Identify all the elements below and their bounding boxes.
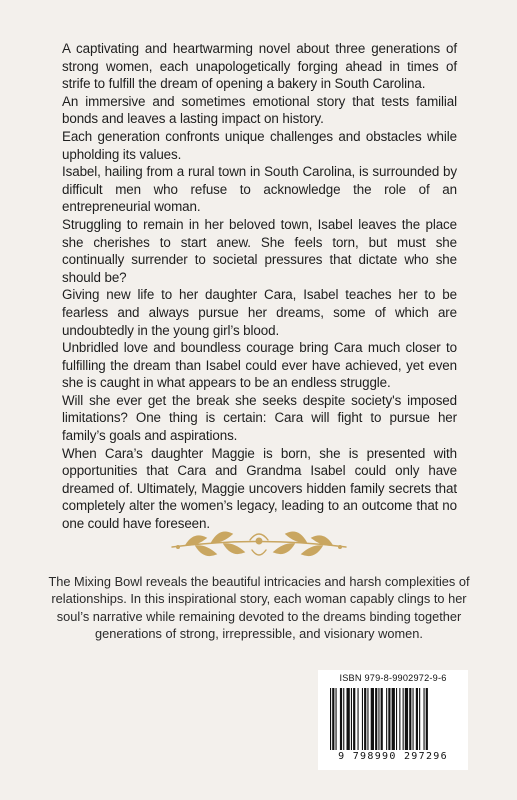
barcode-bar	[386, 688, 387, 750]
blurb-paragraph-3: Each generation confronts unique challenges and obstacles while upholding its values.	[62, 128, 457, 162]
laurel-branch-ornament-icon	[166, 526, 352, 568]
barcode-bar	[419, 688, 420, 750]
blurb-paragraph-1: A captivating and heartwarming novel about three generations of strong women, each unapologetically forging ahead in times of strife to fulfill the dream of opening a bakery in South Carolina.	[62, 41, 457, 92]
barcode-bar	[375, 688, 377, 750]
barcode-bar	[336, 688, 337, 750]
barcode-bar	[381, 688, 383, 750]
blurb-paragraph-4: Isabel, hailing from a rural town in South Carolina, is surrounded by difficult men who refuse to acknowledge the role of an entrepreneurial woman.	[62, 164, 457, 215]
barcode-bar	[426, 688, 428, 750]
barcode-bar	[362, 688, 363, 750]
barcode-bar	[399, 688, 400, 750]
isbn-label: ISBN 979-8-9902972-9-6	[339, 673, 447, 683]
blurb-paragraph-5: Struggling to remain in her beloved town, Isabel leaves the place she cherishes to start anew. She feels torn, but must she continually surrender to societal pressures that dictate who she should be?	[62, 216, 457, 285]
barcode-bar	[405, 688, 408, 750]
barcode-bar	[413, 688, 414, 750]
blurb-paragraph-7: Unbridled love and boundless courage bring Cara much closer to fulfilling the dream than Isabel could ever have achieved, yet even she is caught in what appears to be an endless struggle.	[62, 340, 457, 391]
barcode-digits: 9 798990 297296	[338, 751, 448, 762]
barcode-bar	[403, 688, 404, 750]
book-summary: The Mixing Bowl reveals the beautiful intricacies and harsh complexities of relationships. In this inspirational story, each woman capably clings to her soul’s narrative while remaining devoted to the dreams binding together generations of strong, irrepressible, and visionary women.	[48, 574, 470, 642]
blurb-paragraph-9: When Cara’s daughter Maggie is born, she is presented with opportunities that Cara and Grandma Isabel could only have dreamed of. Ultimately, Maggie uncovers hidden family secrets that completely alter the women’s legacy, leading to an outcome that no one could have foreseen.	[62, 445, 457, 532]
barcode-bar	[353, 688, 355, 750]
barcode-bar	[388, 688, 390, 750]
barcode-bar	[424, 688, 425, 750]
barcode-bar	[347, 688, 350, 750]
barcode-bar	[371, 688, 374, 750]
barcode-bar	[351, 688, 352, 750]
barcode-bar	[340, 688, 342, 750]
barcode-bar	[367, 688, 368, 750]
barcode-bar	[396, 688, 397, 750]
barcode-bar	[358, 688, 359, 750]
back-cover-blurb	[62, 40, 457, 533]
barcode-bar	[364, 688, 366, 750]
barcode-bar	[330, 688, 331, 750]
blurb-paragraph-2: An immersive and sometimes emotional story that tests familial bonds and leaves a lasting impact on history.	[62, 93, 457, 127]
barcode-bar	[416, 688, 418, 750]
blurb-paragraph-6: Giving new life to her daughter Cara, Isabel teaches her to be fearless and always pursue her dreams, some of which are undoubtedly in the young girl’s blood.	[62, 287, 457, 338]
barcode-bar	[332, 688, 334, 750]
isbn-barcode-panel	[318, 670, 468, 770]
barcode-bar	[343, 688, 344, 750]
barcode-bar	[392, 688, 395, 750]
blurb-paragraph-8: Will she ever get the break she seeks despite society's imposed limitations? One thing is certain: Cara will fight to pursue her family’s goals and aspirations.	[62, 392, 457, 444]
barcode-bar	[409, 688, 411, 750]
barcode-icon	[330, 688, 458, 750]
barcode-bar	[378, 688, 379, 750]
